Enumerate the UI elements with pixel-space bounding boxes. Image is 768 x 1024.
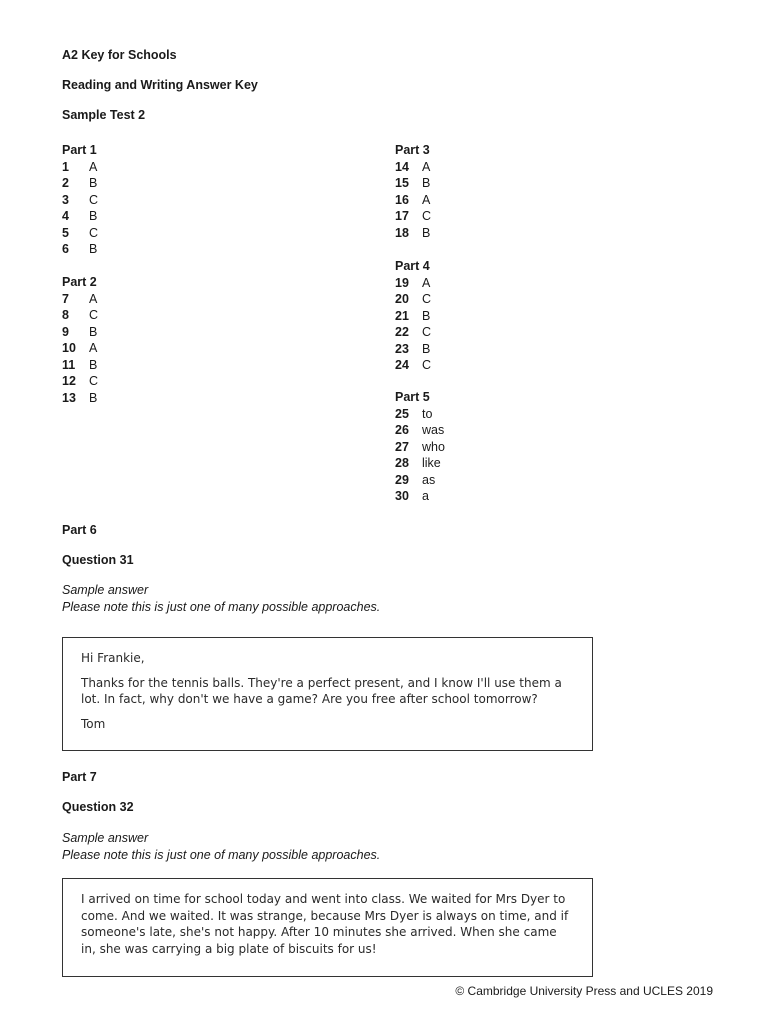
answer-value: C	[89, 192, 99, 207]
part4-title: Part 4	[395, 259, 430, 273]
answer-row	[395, 308, 595, 325]
answer-row	[62, 307, 262, 324]
question-number: 5	[62, 225, 69, 240]
question-number: 14	[395, 159, 409, 174]
question-number: 13	[62, 390, 76, 405]
part1-title: Part 1	[62, 143, 97, 157]
copyright-footer: © Cambridge University Press and UCLES 2019	[455, 984, 713, 998]
question-32-label: Question 32	[62, 800, 134, 814]
answer-value: to	[422, 406, 433, 421]
part6-sample-label: Sample answer	[62, 583, 149, 597]
question-number: 9	[62, 324, 69, 339]
part7-answer-box	[62, 878, 593, 977]
question-number: 27	[395, 439, 409, 454]
answer-value: B	[422, 341, 431, 356]
question-number: 17	[395, 209, 409, 223]
question-number: 15	[395, 176, 409, 190]
part6-title: Part 6	[62, 523, 97, 537]
question-number: 29	[395, 472, 409, 487]
answer-row	[62, 208, 262, 225]
part4-section	[395, 258, 595, 374]
answer-value: A	[422, 159, 431, 174]
answer-value: C	[422, 358, 432, 372]
question-number: 6	[62, 242, 69, 256]
question-number: 30	[395, 489, 409, 503]
answer-row	[62, 340, 262, 357]
part7-sample-label: Sample answer	[62, 831, 149, 845]
question-number: 25	[395, 406, 409, 421]
question-number: 4	[62, 209, 69, 223]
answer-value: A	[422, 275, 431, 290]
answer-row	[62, 390, 262, 407]
document-title: A2 Key for Schools	[62, 48, 177, 62]
answer-value: A	[89, 291, 98, 306]
answer-value: C	[422, 292, 432, 306]
question-number: 1	[62, 159, 69, 174]
question-number: 10	[62, 341, 76, 355]
answer-row	[395, 488, 595, 505]
question-number: 12	[62, 374, 76, 388]
question-number: 11	[62, 357, 76, 372]
answer-row	[395, 275, 595, 292]
letter-body: Thanks for the tennis balls. They're a perfect present, and I know I'll use them a lot. In fact, why don't we have a game? Are you free after school tomorrow?	[81, 675, 562, 706]
answer-row	[395, 439, 595, 456]
question-number: 26	[395, 423, 409, 437]
part5-title: Part 5	[395, 390, 430, 404]
answer-value: C	[89, 308, 99, 322]
answer-value: A	[89, 159, 98, 174]
part6-note: Please note this is just one of many possible approaches.	[62, 600, 381, 614]
answer-value: B	[89, 324, 98, 339]
answer-value: C	[422, 325, 432, 339]
part2-title: Part 2	[62, 275, 97, 289]
answer-value: C	[89, 225, 99, 240]
question-31-label: Question 31	[62, 553, 134, 567]
answer-value: B	[89, 242, 98, 256]
answer-value: B	[422, 308, 431, 323]
answer-value: a	[422, 489, 429, 503]
answer-value: B	[422, 225, 431, 240]
answer-row	[62, 225, 262, 242]
question-number: 8	[62, 308, 69, 322]
answer-value: C	[422, 209, 432, 223]
part7-note: Please note this is just one of many possible approaches.	[62, 848, 381, 862]
answer-row	[395, 357, 595, 374]
answer-row	[395, 472, 595, 489]
question-number: 3	[62, 192, 69, 207]
part5-answer-list	[395, 406, 595, 505]
answer-row	[62, 159, 262, 176]
question-number: 22	[395, 325, 409, 339]
question-number: 21	[395, 308, 409, 323]
question-number: 20	[395, 292, 409, 306]
answer-row	[395, 192, 595, 209]
answer-row	[62, 192, 262, 209]
part2-answer-list	[62, 291, 262, 407]
part3-answer-list	[395, 159, 595, 242]
part4-answer-list	[395, 275, 595, 374]
answer-value: B	[89, 209, 98, 223]
answer-row	[395, 341, 595, 358]
story-body: I arrived on time for school today and went into class. We waited for Mrs Dyer to come. And we waited. It was strange, because Mrs Dyer is always on time, and if someone's late, she's not happy. After 10 minutes she arrived. When she came in, she was carrying a big plate of biscuits for us!	[81, 892, 569, 956]
answer-value: A	[89, 341, 98, 355]
question-number: 16	[395, 192, 409, 207]
answer-value: B	[89, 176, 98, 190]
part7-title: Part 7	[62, 770, 97, 784]
answer-row	[395, 175, 595, 192]
answer-row	[62, 357, 262, 374]
answer-row	[62, 324, 262, 341]
part6-answer-box	[62, 637, 593, 751]
answer-value: B	[89, 390, 98, 405]
part3-title: Part 3	[395, 143, 430, 157]
letter-signoff: Tom	[81, 716, 106, 731]
question-number: 23	[395, 341, 409, 356]
document-subtitle: Reading and Writing Answer Key	[62, 78, 258, 92]
part1-section	[62, 142, 262, 258]
part2-section	[62, 274, 262, 406]
answer-row	[395, 291, 595, 308]
answer-value: A	[422, 192, 431, 207]
answer-row	[62, 291, 262, 308]
answer-value: B	[89, 357, 98, 372]
question-number: 19	[395, 275, 409, 290]
letter-greeting: Hi Frankie,	[81, 651, 145, 665]
question-number: 24	[395, 358, 409, 372]
answer-row	[395, 225, 595, 242]
answer-value: who	[422, 439, 445, 454]
sample-test-label: Sample Test 2	[62, 108, 146, 122]
answer-row	[62, 175, 262, 192]
answer-value: B	[422, 176, 431, 190]
answer-row	[395, 324, 595, 341]
part1-answer-list	[62, 159, 262, 258]
question-number: 7	[62, 291, 69, 306]
answer-row	[62, 373, 262, 390]
part5-section	[395, 389, 595, 505]
answer-row	[395, 159, 595, 176]
question-number: 28	[395, 456, 409, 470]
answer-value: as	[422, 472, 436, 487]
answer-row	[395, 208, 595, 225]
answer-row	[395, 422, 595, 439]
answer-row	[62, 241, 262, 258]
answer-row	[395, 455, 595, 472]
answer-value: like	[422, 456, 441, 470]
question-number: 2	[62, 176, 69, 190]
answer-value: was	[422, 423, 445, 437]
answer-row	[395, 406, 595, 423]
part3-section	[395, 142, 595, 241]
answer-value: C	[89, 374, 99, 388]
question-number: 18	[395, 225, 409, 240]
